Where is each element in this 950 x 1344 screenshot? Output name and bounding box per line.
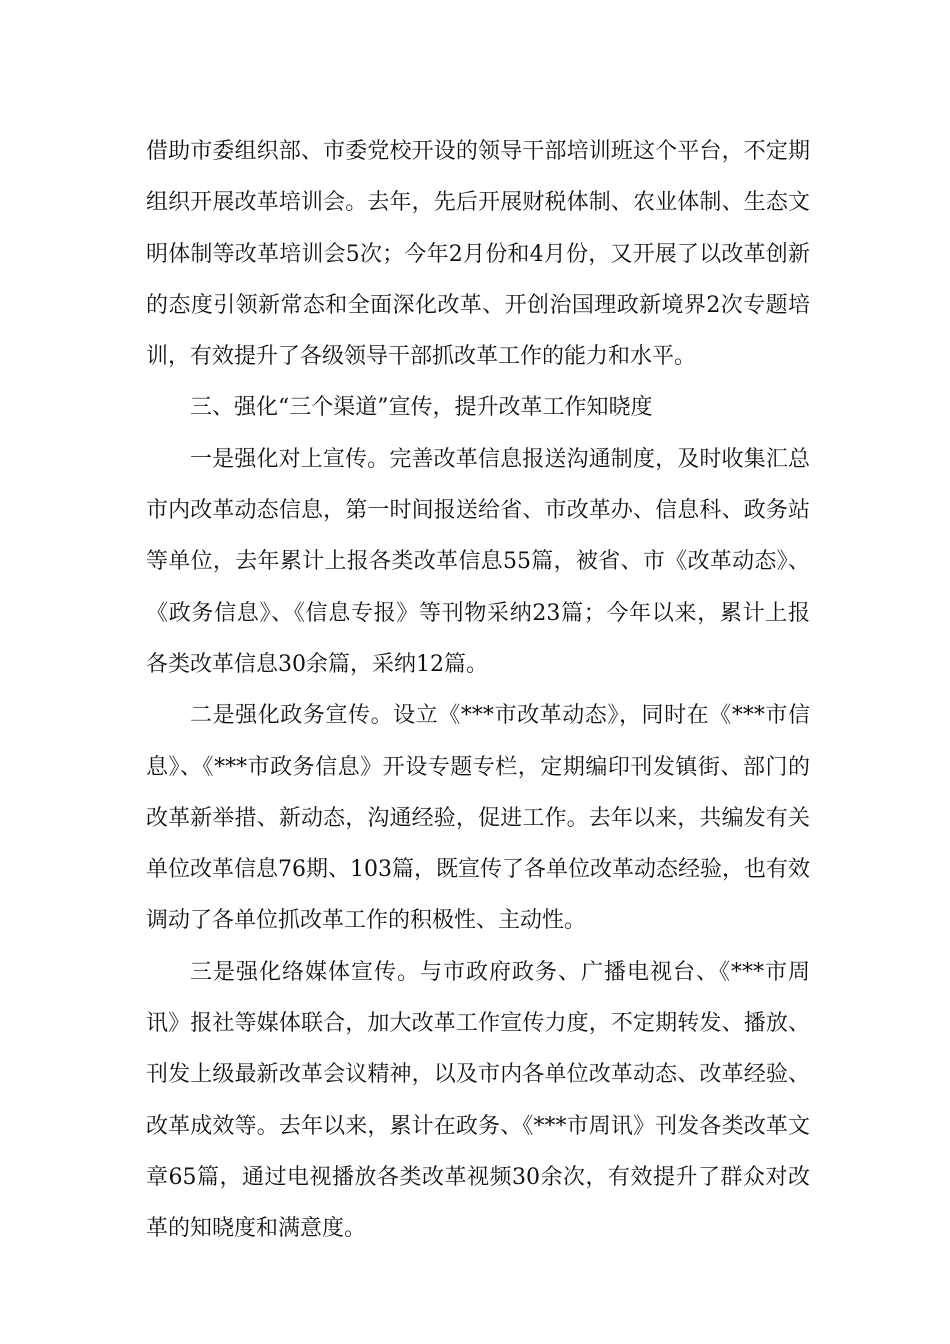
paragraph-training-continued: 借助市委组织部、市委党校开设的领导干部培训班这个平台，不定期组织开展改革培训会。去年，先后开展财税体制、农业体制、生态文明体制等改革培训会5次；今年2月份和4月份，又开展了以改革创新的态度引领新常态和全面深化改革、开创治国理政新境界2次专题培训，有效提升了各级领导干部抓改革工作的能力和水平。 <box>146 139 810 370</box>
paragraph-upward-publicity: 一是强化对上宣传。完善改革信息报送沟通制度，及时收集汇总市内改革动态信息，第一时间报送给省、市改革办、信息科、政务站等单位，去年累计上报各类改革信息55篇，被省、市《改革动态》、《政务信息》、《信息专报》等刊物采纳23篇；今年以来，累计上报各类改革信息30余篇，采纳12篇。 <box>146 446 810 677</box>
paragraph-media-publicity: 三是强化络媒体宣传。与市政府政务、广播电视台、《***市周讯》报社等媒体联合，加大改革工作宣传力度，不定期转发、播放、刊发上级最新改革会议精神，以及市内各单位改革动态、改革经验、改革成效等。去年以来，累计在政务、《***市周讯》刊发各类改革文章65篇，通过电视播放各类改革视频30余次，有效提升了群众对改革的知晓度和满意度。 <box>146 959 810 1242</box>
document-body <box>146 126 810 1255</box>
section-heading-three: 三、强化“三个渠道”宣传，提升改革工作知晓度 <box>190 395 653 421</box>
paragraph-government-publicity: 二是强化政务宣传。设立《***市改革动态》，同时在《***市信息》、《***市政务信息》开设专题专栏，定期编印刊发镇街、部门的改革新举措、新动态，沟通经验，促进工作。去年以来，共编发有关单位改革信息76期、103篇，既宣传了各单位改革动态经验，也有效调动了各单位抓改革工作的积极性、主动性。 <box>146 703 810 934</box>
